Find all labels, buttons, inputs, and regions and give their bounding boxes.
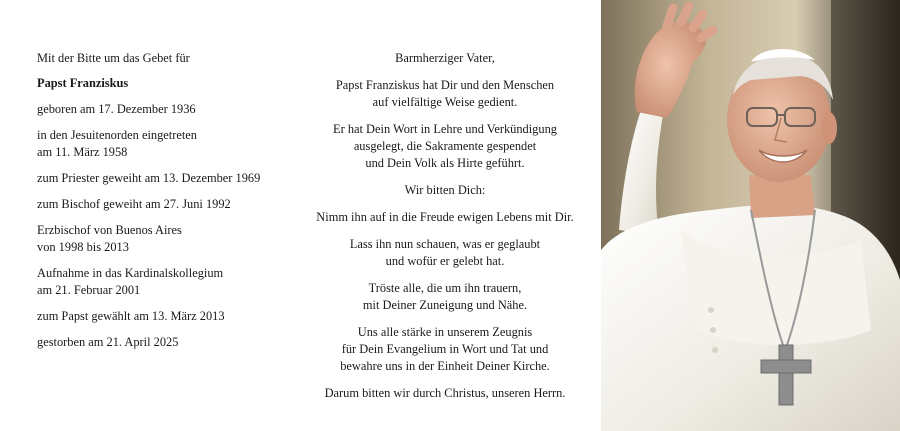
bio-entry bbox=[37, 334, 307, 351]
bio-name: Papst Franziskus bbox=[37, 76, 129, 90]
prayer-paragraphs bbox=[300, 50, 590, 402]
bio-entry-line: zum Bischof geweiht am 27. Juni 1992 bbox=[37, 197, 231, 211]
prayer-paragraph bbox=[300, 209, 590, 226]
bio-entry-line: von 1998 bis 2013 bbox=[37, 240, 129, 254]
bio-intro: Mit der Bitte um das Gebet für bbox=[37, 51, 190, 65]
prayer-line: Barmherziger Vater, bbox=[395, 51, 495, 65]
portrait-photo bbox=[601, 0, 900, 431]
bio-entry-line: Erzbischof von Buenos Aires bbox=[37, 223, 182, 237]
bio-entry bbox=[37, 170, 307, 187]
prayer-line: ausgelegt, die Sakramente gespendet bbox=[353, 139, 537, 153]
prayer-line: bewahre uns in der Einheit Deiner Kirche. bbox=[340, 359, 550, 373]
prayer-paragraph bbox=[300, 50, 590, 67]
bio-entry-line: Aufnahme in das Kardinalskollegium bbox=[37, 266, 224, 280]
prayer-line: Nimm ihn auf in die Freude ewigen Lebens mit Dir. bbox=[316, 210, 574, 224]
bio-entry bbox=[37, 222, 307, 256]
prayer-line: für Dein Evangelium in Wort und Tat und bbox=[341, 342, 549, 356]
prayer-line: und wofür er gelebt hat. bbox=[385, 254, 505, 268]
bio-entry bbox=[37, 265, 307, 299]
prayer-line: Lass ihn nun schauen, was er geglaubt bbox=[349, 237, 541, 251]
biography-column bbox=[37, 50, 307, 360]
portrait-illustration bbox=[601, 0, 900, 431]
bio-entry bbox=[37, 196, 307, 213]
bio-entry-line: geboren am 17. Dezember 1936 bbox=[37, 102, 196, 116]
prayer-paragraph bbox=[300, 77, 590, 111]
prayer-line: Er hat Dein Wort in Lehre und Verkündigung bbox=[333, 122, 557, 136]
bio-entries bbox=[37, 101, 307, 351]
prayer-line: auf vielfältige Weise gedient. bbox=[372, 95, 518, 109]
prayer-column bbox=[300, 50, 590, 412]
prayer-paragraph bbox=[300, 182, 590, 199]
prayer-line: mit Deiner Zuneigung und Nähe. bbox=[362, 298, 528, 312]
prayer-line: Darum bitten wir durch Christus, unseren Herrn. bbox=[324, 386, 566, 400]
bio-entry-line: zum Papst gewählt am 13. März 2013 bbox=[37, 309, 225, 323]
prayer-line: Uns alle stärke in unserem Zeugnis bbox=[357, 325, 533, 339]
bio-entry-line: gestorben am 21. April 2025 bbox=[37, 335, 179, 349]
bio-entry-line: am 21. Februar 2001 bbox=[37, 283, 141, 297]
prayer-paragraph bbox=[300, 385, 590, 402]
prayer-paragraph bbox=[300, 121, 590, 172]
bio-entry bbox=[37, 127, 307, 161]
prayer-line: Tröste alle, die um ihn trauern, bbox=[368, 281, 522, 295]
bio-entry-line: in den Jesuitenorden eingetreten bbox=[37, 128, 197, 142]
prayer-paragraph bbox=[300, 280, 590, 314]
prayer-paragraph bbox=[300, 324, 590, 375]
bio-entry bbox=[37, 101, 307, 118]
bio-entry-line: zum Priester geweiht am 13. Dezember 1969 bbox=[37, 171, 261, 185]
bio-entry bbox=[37, 308, 307, 325]
prayer-paragraph bbox=[300, 236, 590, 270]
prayer-line: Wir bitten Dich: bbox=[404, 183, 486, 197]
prayer-line: Papst Franziskus hat Dir und den Menschen bbox=[335, 78, 555, 92]
prayer-line: und Dein Volk als Hirte geführt. bbox=[365, 156, 525, 170]
bio-entry-line: am 11. März 1958 bbox=[37, 145, 128, 159]
